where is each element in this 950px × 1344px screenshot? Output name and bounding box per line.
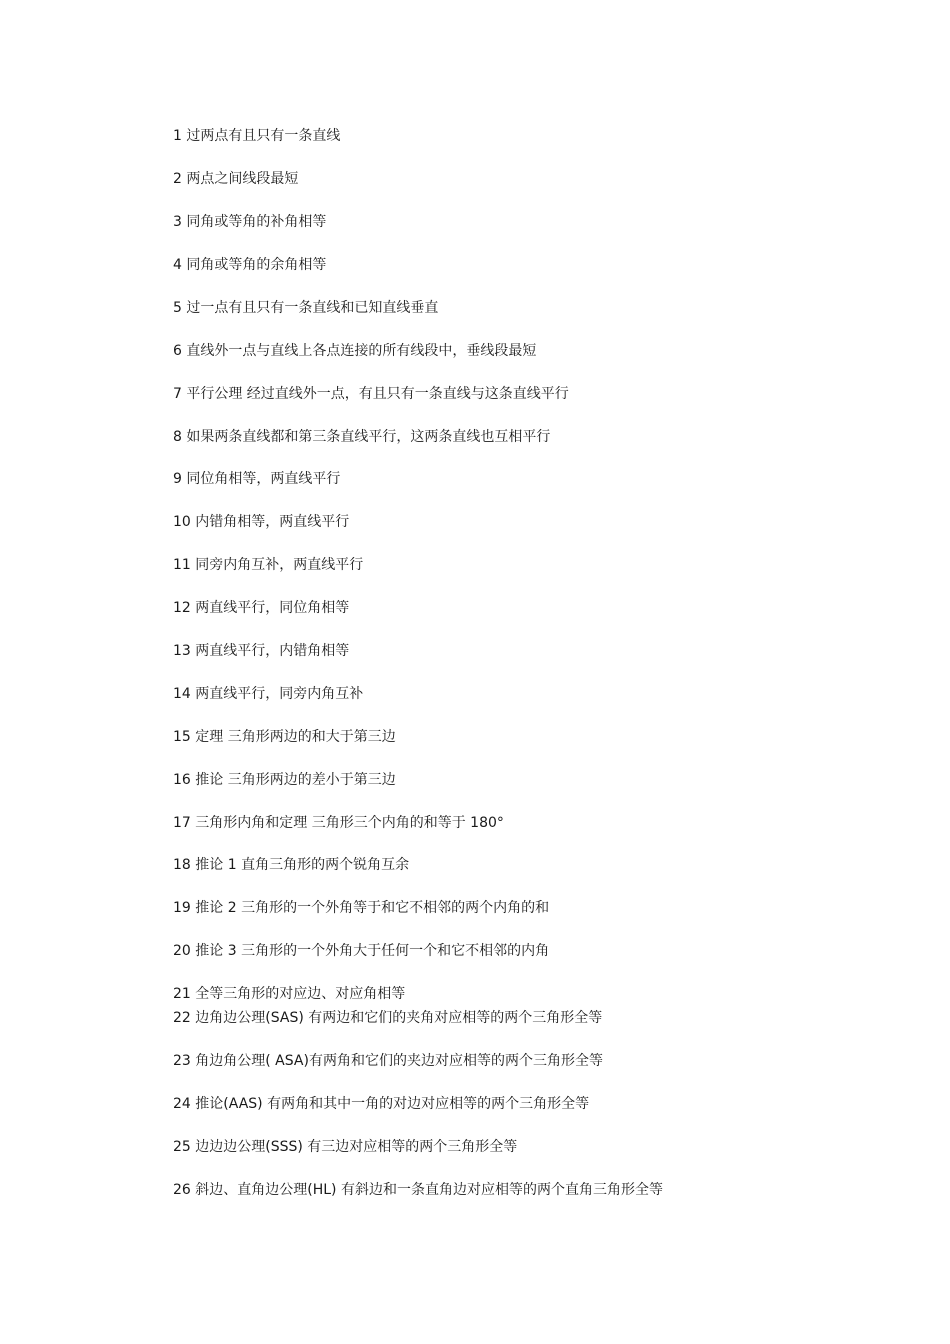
theorem-line-5: 5 过一点有且只有一条直线和已知直线垂直 <box>173 300 439 316</box>
theorem-line-14: 14 两直线平行，同旁内角互补 <box>173 686 364 702</box>
theorem-line-22: 22 边角边公理(SAS) 有两边和它们的夹角对应相等的两个三角形全等 <box>173 1010 603 1026</box>
theorem-line-26: 26 斜边、直角边公理(HL) 有斜边和一条直角边对应相等的两个直角三角形全等 <box>173 1182 663 1198</box>
theorem-line-1: 1 过两点有且只有一条直线 <box>173 128 341 144</box>
theorem-line-8: 8 如果两条直线都和第三条直线平行，这两条直线也互相平行 <box>173 429 551 445</box>
theorem-line-15: 15 定理 三角形两边的和大于第三边 <box>173 729 396 745</box>
theorem-line-3: 3 同角或等角的补角相等 <box>173 214 327 230</box>
theorem-line-11: 11 同旁内角互补，两直线平行 <box>173 557 364 573</box>
theorem-line-23: 23 角边角公理( ASA)有两角和它们的夹边对应相等的两个三角形全等 <box>173 1053 603 1069</box>
theorem-line-4: 4 同角或等角的余角相等 <box>173 257 327 273</box>
theorem-line-7: 7 平行公理 经过直线外一点，有且只有一条直线与这条直线平行 <box>173 386 569 402</box>
theorem-line-10: 10 内错角相等，两直线平行 <box>173 514 350 530</box>
theorem-line-21: 21 全等三角形的对应边、对应角相等 <box>173 986 406 1002</box>
theorem-line-9: 9 同位角相等，两直线平行 <box>173 471 341 487</box>
theorem-line-25: 25 边边边公理(SSS) 有三边对应相等的两个三角形全等 <box>173 1139 518 1155</box>
theorem-line-16: 16 推论 三角形两边的差小于第三边 <box>173 772 396 788</box>
theorem-line-19: 19 推论 2 三角形的一个外角等于和它不相邻的两个内角的和 <box>173 900 550 916</box>
theorem-line-18: 18 推论 1 直角三角形的两个锐角互余 <box>173 857 410 873</box>
theorem-line-6: 6 直线外一点与直线上各点连接的所有线段中，垂线段最短 <box>173 343 537 359</box>
theorem-line-20: 20 推论 3 三角形的一个外角大于任何一个和它不相邻的内角 <box>173 943 550 959</box>
theorem-line-13: 13 两直线平行，内错角相等 <box>173 643 350 659</box>
theorem-line-24: 24 推论(AAS) 有两角和其中一角的对边对应相等的两个三角形全等 <box>173 1096 590 1112</box>
theorem-line-12: 12 两直线平行，同位角相等 <box>173 600 350 616</box>
theorem-line-17: 17 三角形内角和定理 三角形三个内角的和等于 180° <box>173 815 504 831</box>
theorem-line-2: 2 两点之间线段最短 <box>173 171 299 187</box>
